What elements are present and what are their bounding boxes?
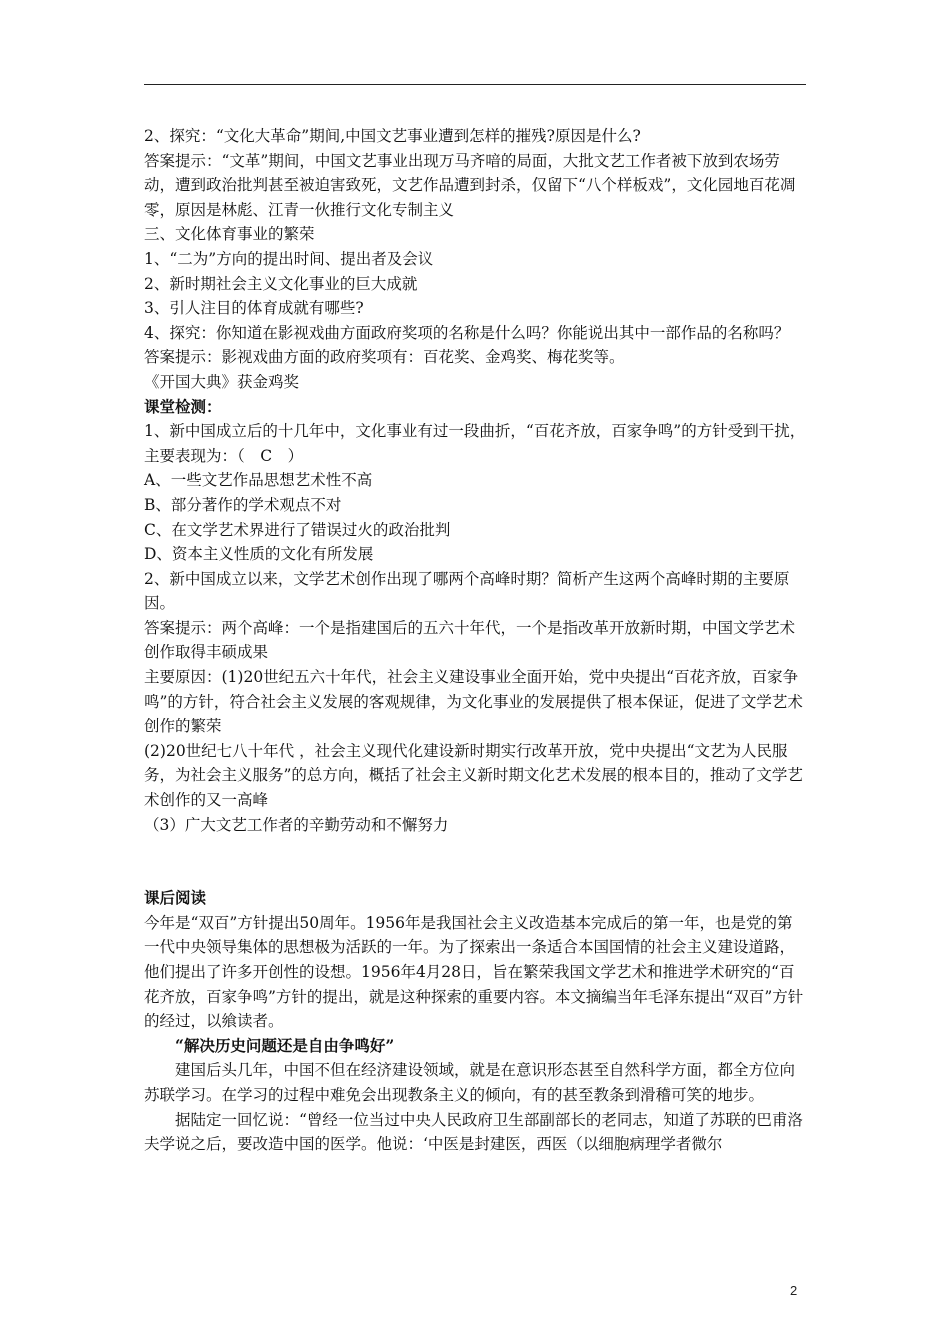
option-a: A、一些文艺作品思想艺术性不高 bbox=[144, 471, 373, 490]
article-title: “解决历史问题还是自由争鸣好” bbox=[175, 1035, 395, 1055]
page-body bbox=[144, 124, 808, 1157]
article-paragraph: 建国后头几年，中国不但在经济建设领域，就是在意识形态甚至自然科学方面，都全方位向苏联学习。在学习的过程中难免会出现教条主义的倾向，有的甚至教条到滑稽可笑的地步。 bbox=[144, 1061, 796, 1104]
item-two-directions: 1、“二为”方向的提出时间、提出者及会议 bbox=[144, 249, 434, 268]
item-sports-achievements: 3、引人注目的体育成就有哪些? bbox=[144, 299, 364, 318]
answer-example-film: 《开国大典》获金鸡奖 bbox=[144, 372, 300, 391]
article-paragraph: 据陆定一回忆说：“曾经一位当过中央人民政府卫生部副部长的老同志，知道了苏联的巴甫洛夫学说之后，要改造中国的医学。他说：‘中医是封建医，西医（以细胞病理学者微尔 bbox=[144, 1110, 803, 1154]
test-question-2: 2、新中国成立以来，文学艺术创作出现了哪两个高峰时期？简析产生这两个高峰时期的主要原因。 bbox=[144, 569, 790, 613]
header-rule bbox=[144, 84, 806, 85]
reason-3: （3）广大文艺工作者的辛勤劳动和不懈努力 bbox=[144, 815, 449, 834]
reason-2: (2)20世纪七八十年代 ，社会主义现代化建设新时期实行改革开放，党中央提出“文艺为人民服务，为社会主义服务”的总方向，概括了社会主义新时期文化艺术发展的根本目的，推动了文学艺术创作的又一高峰 bbox=[144, 741, 803, 810]
question-film-awards: 4、探究：你知道在影视戏曲方面政府奖项的名称是什么吗？你能说出其中一部作品的名称吗？ bbox=[144, 323, 790, 342]
page-number: 2 bbox=[790, 1283, 798, 1298]
item-cultural-achievements: 2、新时期社会主义文化事业的巨大成就 bbox=[144, 274, 418, 293]
option-b: B、部分著作的学术观点不对 bbox=[144, 495, 342, 514]
section-spacer bbox=[144, 837, 808, 886]
classroom-test-heading: 课堂检测： bbox=[144, 396, 222, 416]
option-d: D、资本主义性质的文化有所发展 bbox=[144, 545, 374, 564]
answer-film-awards: 答案提示：影视戏曲方面的政府奖项有：百花奖、金鸡奖、梅花奖等。 bbox=[144, 348, 625, 367]
answer-two-peaks: 答案提示：两个高峰：一个是指建国后的五六十年代，一个是指改革开放新时期，中国文学艺术创作取得丰硕成果 bbox=[144, 618, 796, 662]
reason-1: 主要原因：(1)20世纪五六十年代，社会主义建设事业全面开始，党中央提出“百花齐放，百家争鸣”的方针，符合社会主义发展的客观规律，为文化事业的发展提供了根本保证，促进了文学艺术创作的繁荣 bbox=[144, 668, 803, 736]
section-heading-culture-sports: 三、文化体育事业的繁荣 bbox=[144, 225, 315, 244]
option-c: C、在文学艺术界进行了错误过火的政治批判 bbox=[144, 520, 451, 539]
reading-heading: 课后阅读 bbox=[144, 888, 207, 908]
reading-intro: 今年是“双百”方针提出50周年。1956年是我国社会主义改造基本完成后的第一年，也是党的第一代中央领导集体的思想极为活跃的一年。为了探索出一条适合本国国情的社会主义建设道路，他们提出了许多开创性的设想。1956年4月28日，旨在繁荣我国文学艺术和推进学术研究的“百花齐放，百家争鸣”方针的提出，就是这种探索的重要内容。本文摘编当年毛泽东提出“双百”方针的经过，以飨读者。 bbox=[144, 913, 804, 1031]
test-question-1: 1、新中国成立后的十几年中，文化事业有过一段曲折，“百花齐放，百家争鸣”的方针受到干扰，主要表现为：（ C ） bbox=[144, 422, 806, 465]
question-cultural-revolution: 2、探究：“文化大革命”期间,中国文艺事业遭到怎样的摧残?原因是什么? bbox=[144, 127, 641, 145]
answer-cultural-revolution: 答案提示：“文革”期间，中国文艺事业出现万马齐喑的局面，大批文艺工作者被下放到农场劳动，遭到政治批判甚至被迫害致死，文艺作品遭到封杀，仅留下“八个样板戏”，文化园地百花凋零，原因是林彪、江青一伙推行文化专制主义 bbox=[144, 151, 796, 219]
